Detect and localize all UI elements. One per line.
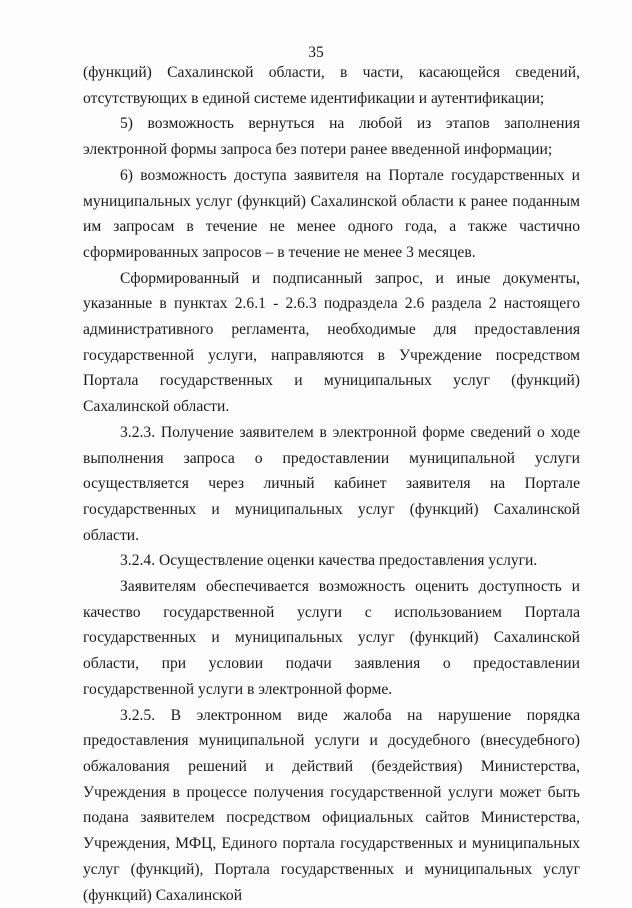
paragraph-item-5: 5) возможность вернуться на любой из этапов заполнения электронной формы запроса без потери ранее введенной информации; [83, 115, 580, 159]
paragraph-item-6: 6) возможность доступа заявителя на Портале государственных и муниципальных услуг (функций) Сахалинской области к ранее поданным им запросам в течение не менее одного года, а также частично сформированных запросов – в течение не менее 3 месяцев. [83, 166, 580, 261]
paragraph-3-2-3: 3.2.3. Получение заявителем в электронной форме сведений о ходе выполнения запроса о предоставлении муниципальной услуги осуществляется через личный кабинет заявителя на Портале государственных и муниципальных услуг (функций) Сахалинской области. [83, 423, 580, 544]
paragraph-formed-request: Сформированный и подписанный запрос, и иные документы, указанные в пунктах 2.6.1 - 2.6.3 подраздела 2.6 раздела 2 настоящего административного регламента, необходимые для предоставления государственной услуги, направляются в Учреждение посредством Портала государственных и муниципальных услуг (функций) Сахалинской области. [83, 269, 580, 416]
page-number: 35 [308, 44, 324, 61]
paragraph-3-2-4: 3.2.4. Осуществление оценки качества предоставления услуги. [120, 552, 538, 570]
document-body [83, 60, 580, 908]
paragraph-quality-assessment: Заявителям обеспечивается возможность оценить доступность и качество государственной услуги с использованием Портала государственных и муниципальных услуг (функций) Сахалинской области, при условии подачи заявления о предоставлении государственной услуги в электронной форме. [83, 578, 580, 698]
paragraph-3-2-5: 3.2.5. В электронном виде жалоба на нарушение порядка предоставления муниципальной услуги и досудебного (внесудебного) обжалования решений и действий (бездействия) Министерства, Учреждения в процессе получения государственной услуги может быть подана заявителем посредством официальных сайтов Министерства, Учреждения, МФЦ, Единого портала государственных и муниципальных услуг (функций), Портала государственных и муниципальных услуг (функций) Сахалинской [83, 706, 580, 904]
paragraph-continuation: (функций) Сахалинской области, в части, касающейся сведений, отсутствующих в единой системе идентификации и аутентификации; [83, 64, 580, 107]
